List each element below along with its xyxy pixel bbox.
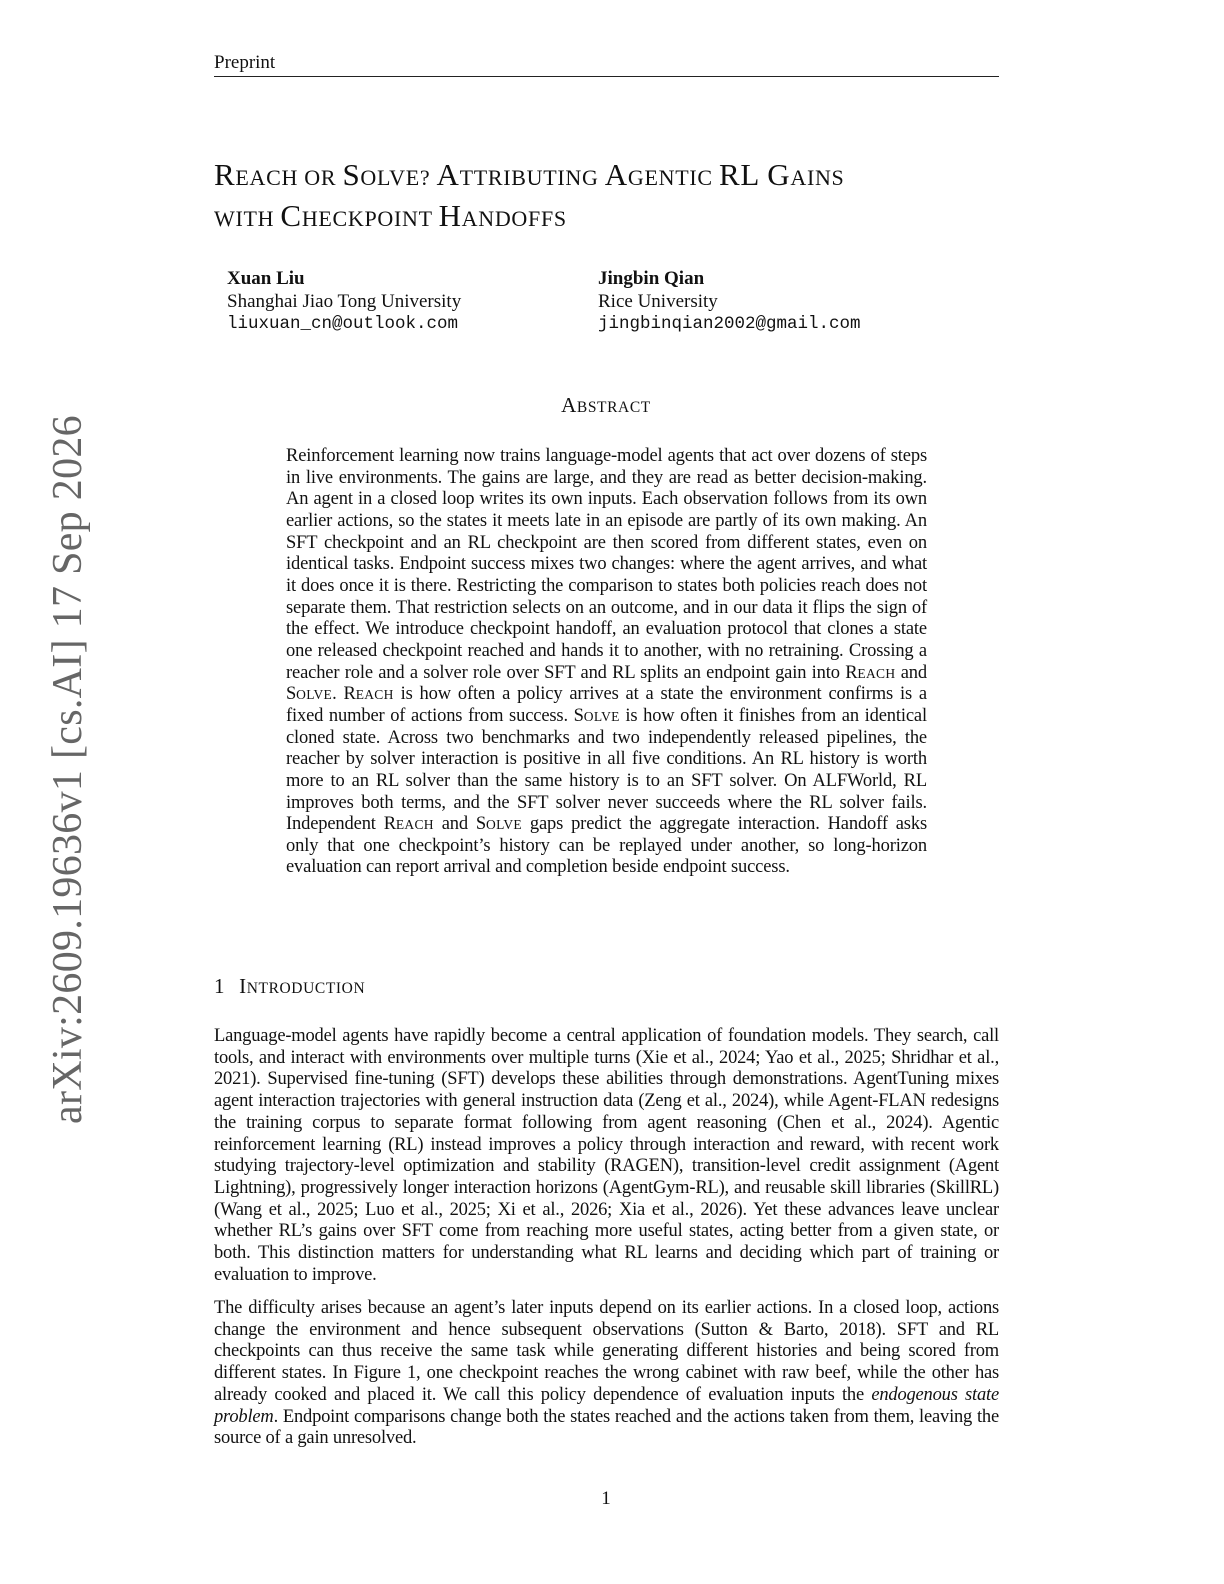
intro-paragraph-1: Language-model agents have rapidly become a central application of foundation models. They search, call tools, and interact with environments over multiple turns (Xie et al., 2024; Yao et al., 2025; Shridhar et al., 2021). Supervised fine-tuning (SFT) develops these abilities through demonstrations. AgentTuning mixes agent interaction trajectories with general instruction data (Zeng et al., 2024), while Agent-FLAN redesigns the training corpus to separate format following from agent reasoning (Chen et al., 2024). Agentic reinforcement learning (RL) instead improves a policy through interaction and reward, with recent work studying trajectory-level optimization and stability (RAGEN), transition-level credit assignment (Agent Lightning), progressively longer interaction horizons (AgentGym-RL), and reusable skill libraries (SkillRL) (Wang et al., 2025; Luo et al., 2025; Xi et al., 2026; Xia et al., 2026). Yet these advances leave unclear whether RL’s gains over SFT come from reaching more useful states, acting better from a given state, or both. This distinction matters for understanding what RL learns and deciding which part of training or evaluation to improve. bbox=[214, 1026, 999, 1285]
small-caps-term: REACH bbox=[343, 684, 394, 705]
author-email[interactable]: jingbinqian2002@gmail.com bbox=[598, 314, 861, 334]
author-email[interactable]: liuxuan_cn@outlook.com bbox=[227, 314, 459, 334]
section-number: 1 bbox=[214, 974, 226, 998]
abstract-heading: ABSTRACT bbox=[561, 393, 651, 417]
author-name: Jingbin Qian bbox=[598, 268, 705, 289]
intro-paragraph-2: The difficulty arises because an agent’s later inputs depend on its earlier actions. In a closed loop, actions change the environment and hence subsequent observations (Sutton & Barto, 2018). SFT and RL checkpoints can thus receive the same task while generating different histories and being scored from different states. In Figure 1, one checkpoint reaches the wrong cabinet with raw beef, while the other has already cooked and placed it. We call this policy dependence of evaluation inputs the endogenous state problem. Endpoint comparisons change both the states reached and the actions taken from them, leaving the source of a gain unresolved. bbox=[214, 1298, 999, 1449]
page-number: 1 bbox=[601, 1488, 611, 1509]
title-line-2: WITH CHECKPOINT HANDOFFS bbox=[214, 198, 567, 233]
title-line-1: REACH OR SOLVE? ATTRIBUTING AGENTIC RL GAINS bbox=[214, 157, 845, 192]
small-caps-term: SOLVE bbox=[475, 814, 522, 835]
author-affiliation: Rice University bbox=[598, 290, 718, 312]
arxiv-side-stamp: arXiv:2609.19636v1 [cs.AI] 17 Sep 2026 bbox=[45, 415, 91, 1124]
paper-title bbox=[214, 156, 1014, 238]
small-caps-term: SOLVE bbox=[286, 684, 333, 705]
author-block bbox=[598, 268, 861, 336]
small-caps-term: SOLVE bbox=[573, 705, 620, 726]
author-name: Xuan Liu bbox=[227, 268, 305, 289]
author-block bbox=[227, 268, 461, 336]
abstract-body: Reinforcement learning now trains language-model agents that act over dozens of steps in live environments. The gains are large, and they are read as better decision-making. An agent in a closed loop writes its own inputs. Each observation follows from its own earlier actions, so the states it meets late in an episode are partly of its own making. An SFT checkpoint and an RL checkpoint are then scored from different states, even on identical tasks. Endpoint success mixes two changes: where the agent arrives, and what it does once it is there. Restricting the comparison to states both policies reach does not separate them. That restriction selects on an outcome, and in our data it flips the sign of the effect. We introduce checkpoint handoff, an evaluation protocol that clones a state one released checkpoint reached and hands it to another, with no retraining. Crossing a reacher role and a solver role over SFT and RL splits an endpoint gain into REACH and SOLVE. REACH is how often a policy arrives at a state the environment confirms is a fixed number of actions from success. SOLVE is how often it finishes from an identical cloned state. Across two benchmarks and two independently released pipelines, the reacher by solver interaction is positive in all five conditions. An RL history is worth more to an RL solver than the same history is to an SFT solver. On ALFWorld, RL improves both terms, and the SFT solver never succeeds where the RL solver fails. Independent REACH and SOLVE gaps predict the aggregate interaction. Handoff asks only that one checkpoint’s history can be replayed under another, so long-horizon evaluation can report arrival and completion beside endpoint success. bbox=[286, 446, 927, 878]
section-heading-introduction: 1 INTRODUCTION bbox=[214, 974, 366, 998]
small-caps-term: REACH bbox=[383, 814, 434, 835]
small-caps-term: REACH bbox=[845, 662, 896, 683]
author-affiliation: Shanghai Jiao Tong University bbox=[227, 290, 462, 312]
running-header: Preprint bbox=[214, 52, 999, 77]
